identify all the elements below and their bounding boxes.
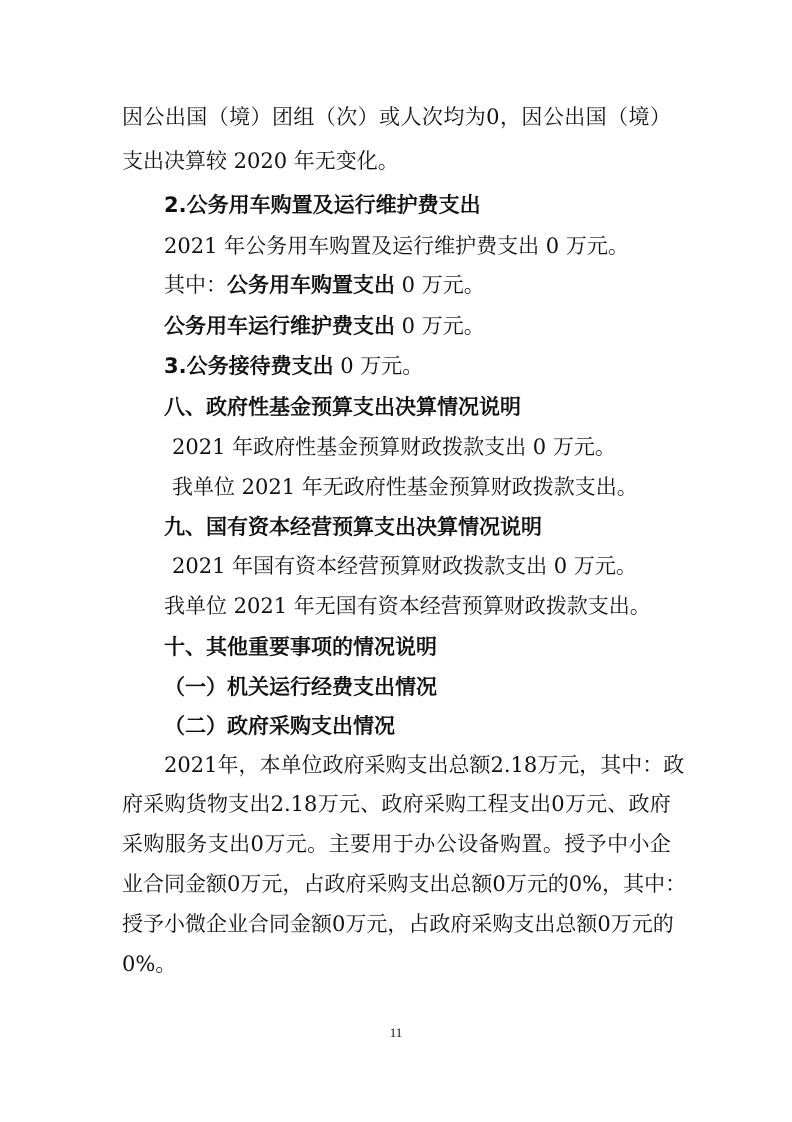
text-line: 我单位 2021 年无国有资本经营预算财政拨款支出。 bbox=[164, 594, 651, 618]
glyph: 额 bbox=[206, 872, 227, 896]
glyph: 采 bbox=[364, 753, 386, 777]
glyph: 额 bbox=[576, 912, 598, 936]
glyph: 备 bbox=[478, 832, 500, 856]
glyph: 政 bbox=[628, 792, 650, 816]
glyph: 支 bbox=[513, 912, 535, 936]
text-line: 2021 年国有资本经营预算财政拨款支出 0 万元。 bbox=[172, 554, 637, 578]
glyph: 单 bbox=[280, 753, 302, 777]
glyph: 出 bbox=[564, 105, 586, 129]
glyph: 企 bbox=[206, 912, 227, 936]
glyph: 购 bbox=[164, 792, 186, 816]
glyph: 0 bbox=[250, 832, 264, 856]
glyph: 的 bbox=[547, 872, 569, 896]
glyph: 元 bbox=[261, 872, 283, 896]
glyph: 元 bbox=[366, 912, 388, 936]
glyph: 0 bbox=[486, 105, 500, 129]
glyph: 办 bbox=[414, 832, 436, 856]
text-line bbox=[122, 871, 687, 897]
glyph: 企 bbox=[649, 832, 671, 856]
text-line: 0%。 bbox=[122, 952, 177, 976]
text-prefix: 其中： bbox=[164, 273, 227, 297]
glyph: 支 bbox=[408, 872, 430, 896]
text-line: 支出决算较 2020 年无变化。 bbox=[122, 149, 399, 173]
glyph: ） bbox=[649, 105, 671, 129]
glyph: 政 bbox=[663, 753, 685, 777]
glyph: 府 bbox=[649, 792, 671, 816]
glyph: 工 bbox=[466, 792, 488, 816]
text-line bbox=[164, 752, 685, 778]
glyph: 政 bbox=[322, 753, 344, 777]
glyph: 购 bbox=[385, 753, 407, 777]
glyph: 2021 bbox=[164, 753, 218, 777]
glyph: 次 bbox=[421, 105, 443, 129]
glyph: 采 bbox=[423, 792, 445, 816]
glyph: 支 bbox=[406, 753, 428, 777]
glyph: ） bbox=[357, 105, 379, 129]
glyph: 采 bbox=[122, 832, 143, 856]
glyph: 出 bbox=[529, 792, 551, 816]
glyph: 府 bbox=[402, 792, 424, 816]
glyph: 因 bbox=[521, 105, 543, 129]
section-heading: 2.公务用车购置及运行维护费支出 bbox=[164, 193, 481, 217]
glyph: 因 bbox=[122, 105, 143, 129]
glyph: 府 bbox=[343, 753, 365, 777]
glyph: ： bbox=[665, 872, 687, 896]
glyph: 元 bbox=[558, 753, 580, 777]
text-line bbox=[164, 272, 485, 298]
glyph: 境 bbox=[628, 105, 650, 129]
glyph: 元 bbox=[526, 872, 548, 896]
glyph: 万 bbox=[264, 832, 286, 856]
glyph: ， bbox=[282, 872, 304, 896]
glyph: 年 bbox=[217, 753, 239, 777]
text-suffix: 0 万元。 bbox=[395, 314, 485, 338]
glyph: 国 bbox=[186, 105, 208, 129]
section-heading: 十、其他重要事项的情况说明 bbox=[164, 635, 437, 659]
glyph: 予 bbox=[143, 912, 164, 936]
glyph: 小 bbox=[628, 832, 650, 856]
glyph: 购 bbox=[499, 832, 521, 856]
glyph: 设 bbox=[457, 832, 479, 856]
glyph: 出 bbox=[534, 912, 556, 936]
glyph: 境 bbox=[229, 105, 251, 129]
glyph: 合 bbox=[143, 872, 164, 896]
glyph: 额 bbox=[469, 753, 491, 777]
glyph: 0 bbox=[551, 792, 565, 816]
subsection-heading: （一）机关运行经费支出情况 bbox=[164, 675, 437, 699]
glyph: 公 bbox=[542, 105, 564, 129]
text-line bbox=[122, 911, 674, 937]
glyph: 万 bbox=[505, 872, 527, 896]
glyph: 府 bbox=[450, 912, 472, 936]
glyph: 采 bbox=[366, 872, 388, 896]
glyph: 合 bbox=[248, 912, 269, 936]
glyph: ， bbox=[238, 753, 260, 777]
glyph: 采 bbox=[471, 912, 493, 936]
glyph: 金 bbox=[185, 872, 206, 896]
glyph: 占 bbox=[408, 912, 430, 936]
glyph: 人 bbox=[400, 105, 422, 129]
glyph: 万 bbox=[345, 912, 367, 936]
glyph: 位 bbox=[301, 753, 323, 777]
text-line: 我单位 2021 年无政府性基金预算财政拨款支出。 bbox=[172, 475, 638, 499]
text-suffix: 0 万元。 bbox=[395, 273, 485, 297]
glyph: 政 bbox=[429, 912, 451, 936]
section-heading: 八、政府性基金预算支出决算情况说明 bbox=[164, 395, 521, 419]
glyph: 予 bbox=[585, 832, 607, 856]
glyph: 元 bbox=[285, 832, 307, 856]
glyph: 。 bbox=[542, 832, 564, 856]
glyph: ， bbox=[602, 872, 624, 896]
glyph: 组 bbox=[293, 105, 315, 129]
glyph: 微 bbox=[185, 912, 206, 936]
glyph: 0 bbox=[492, 872, 506, 896]
glyph: 0 bbox=[227, 872, 241, 896]
text-suffix: 0 万元。 bbox=[333, 354, 424, 378]
glyph: 或 bbox=[379, 105, 401, 129]
glyph: 中 bbox=[607, 832, 629, 856]
glyph: 业 bbox=[122, 872, 143, 896]
text-line: 2021 年政府性基金预算财政拨款支出 0 万元。 bbox=[172, 435, 616, 459]
bold-term: 公务用车运行维护费支出 bbox=[164, 314, 395, 338]
glyph: 、 bbox=[360, 792, 382, 816]
glyph: 2.18 bbox=[490, 753, 538, 777]
glyph: 额 bbox=[471, 872, 493, 896]
glyph: 万 bbox=[564, 792, 586, 816]
glyph: 中 bbox=[644, 872, 666, 896]
text-line bbox=[164, 313, 485, 339]
glyph: 总 bbox=[555, 912, 577, 936]
glyph: 公 bbox=[143, 105, 165, 129]
glyph: 授 bbox=[122, 912, 143, 936]
glyph: 府 bbox=[122, 792, 143, 816]
glyph: 0% bbox=[568, 872, 603, 896]
glyph: 其 bbox=[600, 753, 622, 777]
glyph: 万 bbox=[317, 792, 339, 816]
glyph: 程 bbox=[487, 792, 509, 816]
glyph: 其 bbox=[623, 872, 645, 896]
glyph: 次 bbox=[336, 105, 358, 129]
glyph: ： bbox=[642, 753, 664, 777]
glyph: 务 bbox=[186, 832, 208, 856]
glyph: 置 bbox=[521, 832, 543, 856]
glyph: 府 bbox=[345, 872, 367, 896]
glyph: 元 bbox=[586, 792, 608, 816]
glyph: 团 bbox=[271, 105, 293, 129]
glyph: 服 bbox=[164, 832, 186, 856]
glyph: 采 bbox=[143, 792, 165, 816]
glyph: 出 bbox=[164, 105, 186, 129]
glyph: 总 bbox=[450, 872, 472, 896]
glyph: 同 bbox=[164, 872, 185, 896]
glyph: 公 bbox=[435, 832, 457, 856]
glyph: 出 bbox=[249, 792, 271, 816]
glyph: 均 bbox=[443, 105, 465, 129]
glyph: 出 bbox=[429, 872, 451, 896]
glyph: 购 bbox=[387, 872, 409, 896]
glyph: 国 bbox=[585, 105, 607, 129]
glyph: 万 bbox=[537, 753, 559, 777]
glyph: 出 bbox=[229, 832, 251, 856]
bold-term: 3.公务接待费支出 bbox=[164, 354, 334, 378]
glyph: 0 bbox=[597, 912, 611, 936]
glyph: 授 bbox=[564, 832, 586, 856]
glyph: 物 bbox=[206, 792, 228, 816]
glyph: 货 bbox=[185, 792, 207, 816]
section-heading: 九、国有资本经营预算支出决算情况说明 bbox=[164, 515, 542, 539]
glyph: 政 bbox=[381, 792, 403, 816]
glyph: 购 bbox=[445, 792, 467, 816]
bold-term: 公务用车购置支出 bbox=[227, 273, 395, 297]
glyph: ） bbox=[250, 105, 272, 129]
glyph: 业 bbox=[227, 912, 248, 936]
glyph: 主 bbox=[328, 832, 350, 856]
glyph: 的 bbox=[652, 912, 674, 936]
glyph: （ bbox=[314, 105, 336, 129]
glyph: ， bbox=[387, 912, 409, 936]
text-line bbox=[122, 104, 671, 130]
glyph: 政 bbox=[324, 872, 346, 896]
glyph: 小 bbox=[164, 912, 185, 936]
glyph: 元 bbox=[338, 792, 360, 816]
glyph: 、 bbox=[607, 792, 629, 816]
glyph: 元 bbox=[631, 912, 653, 936]
glyph: 为 bbox=[464, 105, 486, 129]
glyph: 万 bbox=[610, 912, 632, 936]
subsection-heading: （二）政府采购支出情况 bbox=[164, 714, 395, 738]
glyph: 中 bbox=[621, 753, 643, 777]
glyph: 用 bbox=[371, 832, 393, 856]
glyph: 0 bbox=[332, 912, 346, 936]
text-line bbox=[164, 353, 423, 379]
glyph: 本 bbox=[259, 753, 281, 777]
glyph: 支 bbox=[508, 792, 530, 816]
glyph: 出 bbox=[427, 753, 449, 777]
glyph: 占 bbox=[303, 872, 325, 896]
glyph: 万 bbox=[240, 872, 262, 896]
glyph: 总 bbox=[448, 753, 470, 777]
glyph: 要 bbox=[350, 832, 372, 856]
glyph: 额 bbox=[311, 912, 332, 936]
glyph: 购 bbox=[492, 912, 514, 936]
page-number: 11 bbox=[389, 1025, 403, 1040]
glyph: 购 bbox=[143, 832, 165, 856]
glyph: （ bbox=[607, 105, 629, 129]
glyph: 同 bbox=[269, 912, 290, 936]
text-line: 2021 年公务用车购置及运行维护费支出 0 万元。 bbox=[164, 234, 629, 258]
glyph: （ bbox=[207, 105, 229, 129]
text-line bbox=[122, 831, 671, 857]
glyph: 支 bbox=[228, 792, 250, 816]
glyph: 金 bbox=[290, 912, 311, 936]
glyph: 。 bbox=[307, 832, 329, 856]
glyph: ， bbox=[499, 105, 521, 129]
glyph: 支 bbox=[207, 832, 229, 856]
text-line bbox=[122, 791, 671, 817]
glyph: 2.18 bbox=[270, 792, 318, 816]
glyph: 于 bbox=[392, 832, 414, 856]
glyph: ， bbox=[579, 753, 601, 777]
